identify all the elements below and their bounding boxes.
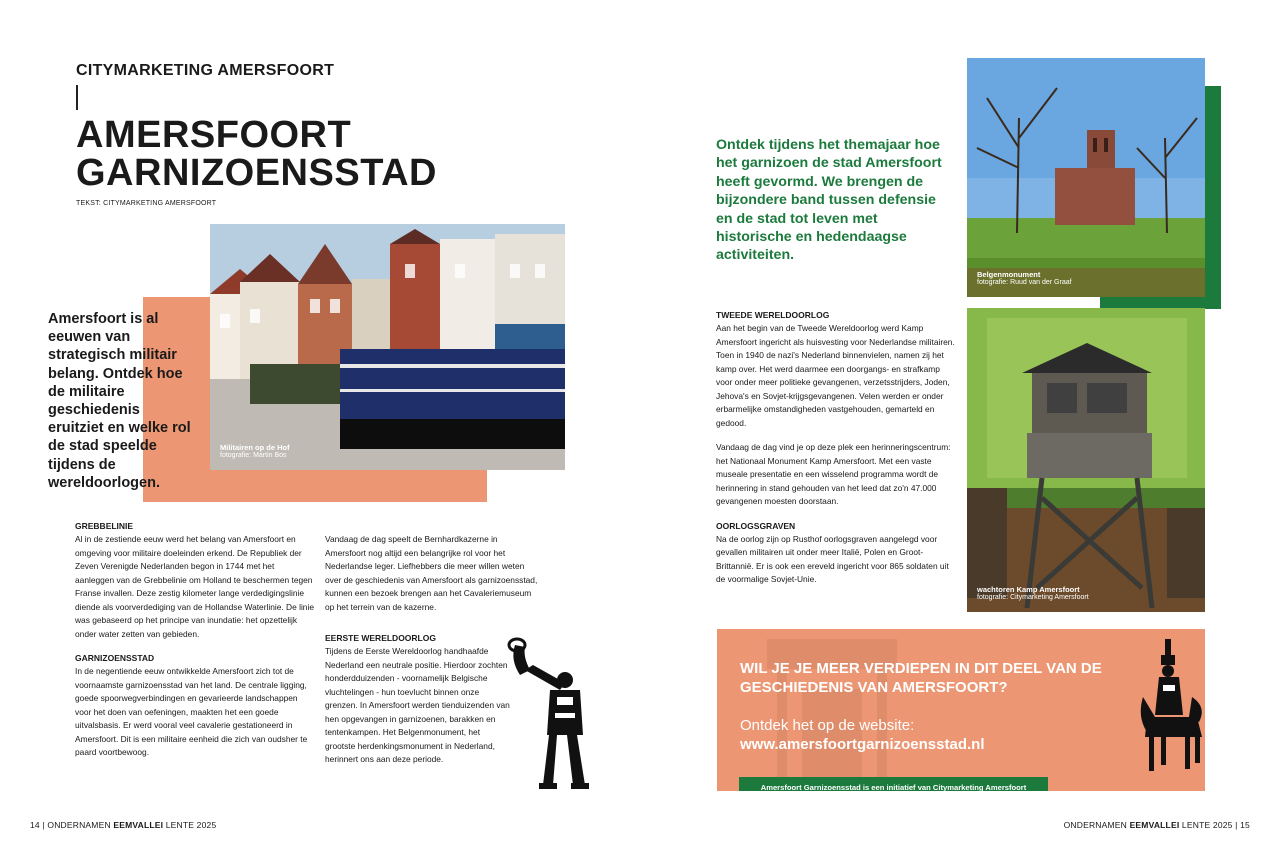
photo-caption-credit: fotografie: Martin Bos — [220, 452, 287, 459]
footer-suffix: LENTE 2025 | 15 — [1179, 820, 1250, 830]
section-text: Vandaag de dag speelt de Bernhardkazerne in Amersfoort nog altijd een belangrijke rol voor het Nederlandse leger. Liefhebbers die meer willen weten over de geschiedenis van Amersfoort als garnizoensstad, kunnen een bezoek brengen aan het Cavaleriemuseum op het terrein van de kazerne. — [325, 534, 538, 612]
photo-belgenmonument — [967, 58, 1205, 297]
section-heading: EERSTE WERELDOORLOG — [325, 633, 436, 643]
column-2-ww1 — [325, 632, 510, 778]
title-line-1: AMERSFOORT — [76, 114, 352, 156]
photo-caption — [220, 444, 290, 460]
column-1 — [75, 520, 315, 771]
cta-text: Ontdek het op de website: — [740, 717, 915, 734]
photo-caption-credit: fotografie: Ruud van der Graaf — [977, 279, 1072, 286]
section-text: Tijdens de Eerste Wereldoorlog handhaafde Nederland een neutrale positie. Hierdoor zochten honderdduizenden - voornamelijk Belgische vluchtelingen - hun toevlucht binnen onze grenzen. In Amersfoort werden tienduizenden van hen opgevangen in garnizoenen, barakken en tentenkampen. Het Belgenmonument, het grootste herdenkingsmonument in Nederland, herinnert ons aan deze periode. — [325, 646, 510, 764]
section-heading: GREBBELINIE — [75, 521, 134, 531]
photo-caption — [977, 271, 1072, 287]
section-text: Al in de zestiende eeuw werd het belang van Amersfoort en omgeving voor militaire doeleinden erkend. De Republiek der Zeven Verenigde Nederlanden begon in 1744 met het aanleggen van de Grebbelinie om Holland te beschermen tegen Franse invallen. Deze zestig kilometer lange verdedigingslinie diende als voorverdediging van de Hollandse Waterlinie. De linie was gebaseerd op het principe van inundatie: het opzettelijk onder water zetten van gebieden. — [75, 534, 314, 639]
photo-watchtower — [967, 308, 1205, 612]
column-2 — [325, 533, 540, 625]
green-accent-bar — [1205, 86, 1221, 309]
cta-box — [717, 629, 1205, 791]
footer-suffix: LENTE 2025 — [163, 820, 217, 830]
section-heading: GARNIZOENSSTAD — [75, 653, 155, 663]
cta-website-link[interactable]: www.amersfoortgarnizoensstad.nl — [740, 736, 985, 753]
footer-prefix: 14 | ONDERNAMEN — [30, 820, 114, 830]
kicker: CITYMARKETING AMERSFOORT — [76, 62, 335, 79]
column-3 — [716, 309, 956, 598]
photo-caption — [977, 586, 1089, 602]
section-text: Na de oorlog zijn op Rusthof oorlogsgraven aangelegd voor gevallen militairen uit onder meer Italië, Polen en Groot-Brittannië. Er is ook een ereveld ingericht voor 865 soldaten uit de voormalige Sovjet-Unie. — [716, 533, 949, 584]
intro-text: Amersfoort is al eeuwen van strategisch militair belang. Ontdek hoe de militaire geschiedenis eruitziet en welke rol de stad speelde tijdens de wereldoorlogen. — [48, 311, 191, 491]
page-title — [76, 116, 437, 192]
photo-caption-credit: fotografie: Citymarketing Amersfoort — [977, 594, 1089, 601]
footer-brand: EEMVALLEI — [1129, 820, 1180, 830]
section-heading: TWEEDE WERELDOORLOG — [716, 310, 830, 320]
watermark-illustration — [757, 629, 907, 791]
section-heading: OORLOGSGRAVEN — [716, 520, 796, 531]
watchtower-photo-illustration — [967, 308, 1205, 612]
footer-right — [1064, 820, 1250, 830]
section-text: Vandaag de dag vind je op deze plek een herinneringscentrum: het Nationaal Monument Kamp Amersfoort. Met een vaste museale presentatie en een wisselend programma wordt de herinnering in stand gehouden van het leed dat zo'n 47.000 gevangenen moesten doorstaan. — [716, 442, 951, 506]
footer-prefix: ONDERNAMEN — [1063, 820, 1130, 830]
photo-caption-title: wachtoren Kamp Amersfoort — [977, 585, 1080, 594]
cavalry-illustration-icon — [1137, 637, 1205, 777]
footer-left — [30, 820, 216, 830]
title-line-2: GARNIZOENSSTAD — [76, 152, 437, 194]
section-text: In de negentiende eeuw ontwikkelde Amersfoort zich tot de voornaamste garnizoensstad van het land. De centrale ligging, goede spoorwegverbindingen en gevarieerde landschappen voor het doen van oefeningen, maakten het een goede uitvalsbasis. Er werd vooral veel cavalerie gestationeerd in Amersfoort. Dit is een militaire eenheid die zich van oudsher te paard voortbewoog. — [75, 666, 308, 757]
pull-quote: Ontdek tijdens het themajaar hoe het garnizoen de stad Amersfoort heeft gevormd. We brengen de bijzondere band tussen defensie en de stad tot leven met historische en hedendaagse activiteiten. — [716, 137, 942, 264]
footer-brand: EEMVALLEI — [113, 820, 164, 830]
trumpeter-illustration-icon — [505, 635, 590, 795]
initiative-badge: Amersfoort Garnizoensstad is een initiatief van Citymarketing Amersfoort — [739, 777, 1048, 791]
belgenmonument-photo-illustration — [967, 58, 1205, 297]
photo-soldiers — [210, 224, 565, 470]
photo-caption-title: Militairen op de Hof — [220, 443, 290, 452]
cta-heading: WIL JE JE MEER VERDIEPEN IN DIT DEEL VAN DE GESCHIEDENIS VAN AMERSFOORT? — [740, 660, 1102, 696]
section-text: Aan het begin van de Tweede Wereldoorlog werd Kamp Amersfoort ingericht als huisvesting voor Nederlandse militairen. Toen in 1940 de nazi's Nederland binnenvielen, namen zij het kamp over. Het werd daarmee een doorgangs- en strafkamp voor onder meer politieke gevangenen, verzetsstrijders, Joden, Jehova's en Sovjet-krijgsgevangenen. Velen werden er onder erbarmelijke omstandigheden vastgehouden, gemarteld en gedood. — [716, 323, 955, 428]
divider — [76, 85, 78, 110]
photo-caption-title: Belgenmonument — [977, 270, 1041, 279]
author-credit: TEKST: CITYMARKETING AMERSFOORT — [76, 200, 217, 207]
soldiers-photo-illustration — [210, 224, 565, 470]
